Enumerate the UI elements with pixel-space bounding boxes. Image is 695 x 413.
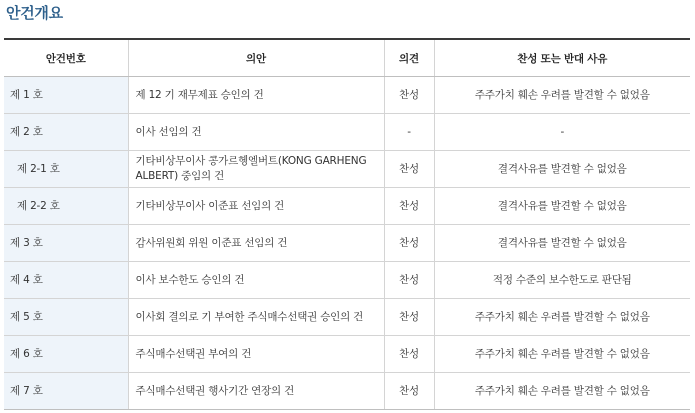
agenda-no-cell: 제 2-1 호: [4, 151, 128, 188]
agenda-no-cell: 제 7 호: [4, 373, 128, 410]
header-agenda-title: 의안: [128, 39, 384, 77]
opinion-cell: 찬성: [384, 188, 434, 225]
agenda-no-cell: 제 4 호: [4, 262, 128, 299]
agenda-no-cell: 제 5 호: [4, 299, 128, 336]
agenda-title-cell: 이사 선임의 건: [128, 114, 384, 151]
reason-cell: -: [434, 114, 690, 151]
agenda-table: [4, 38, 690, 410]
agenda-title-cell: 기타비상무이사 콩가르헹엘버트(KONG GARHENG ALBERT) 중임의 건: [128, 151, 384, 188]
opinion-cell: 찬성: [384, 262, 434, 299]
table-row: [4, 77, 690, 114]
agenda-title-cell: 주식매수선택권 행사기간 연장의 건: [128, 373, 384, 410]
table-row: [4, 151, 690, 188]
reason-cell: 주주가치 훼손 우려를 발견할 수 없었음: [434, 373, 690, 410]
agenda-title-cell: 주식매수선택권 부여의 건: [128, 336, 384, 373]
table-row: [4, 225, 690, 262]
reason-cell: 결격사유를 발견할 수 없었음: [434, 151, 690, 188]
opinion-cell: 찬성: [384, 225, 434, 262]
agenda-no-cell: 제 6 호: [4, 336, 128, 373]
reason-cell: 결격사유를 발견할 수 없었음: [434, 225, 690, 262]
table-header-row: [4, 39, 690, 77]
opinion-cell: 찬성: [384, 299, 434, 336]
section-title: 안건개요: [6, 4, 63, 22]
table-row: [4, 336, 690, 373]
table-row: [4, 262, 690, 299]
agenda-no-cell: 제 2 호: [4, 114, 128, 151]
agenda-no-cell: 제 1 호: [4, 77, 128, 114]
agenda-title-cell: 이사 보수한도 승인의 건: [128, 262, 384, 299]
agenda-no-cell: 제 3 호: [4, 225, 128, 262]
agenda-title-cell: 감사위원회 위원 이준표 선임의 건: [128, 225, 384, 262]
table-row: [4, 373, 690, 410]
reason-cell: 주주가치 훼손 우려를 발견할 수 없었음: [434, 77, 690, 114]
opinion-cell: 찬성: [384, 373, 434, 410]
header-reason: 찬성 또는 반대 사유: [434, 39, 690, 77]
opinion-cell: 찬성: [384, 336, 434, 373]
agenda-no-cell: 제 2-2 호: [4, 188, 128, 225]
agenda-title-cell: 기타비상무이사 이준표 선임의 건: [128, 188, 384, 225]
header-agenda-no: 안건번호: [4, 39, 128, 77]
header-opinion: 의견: [384, 39, 434, 77]
opinion-cell: 찬성: [384, 77, 434, 114]
agenda-title-cell: 이사회 결의로 기 부여한 주식매수선택권 승인의 건: [128, 299, 384, 336]
reason-cell: 주주가치 훼손 우려를 발견할 수 없었음: [434, 299, 690, 336]
reason-cell: 적정 수준의 보수한도로 판단됨: [434, 262, 690, 299]
table-row: [4, 299, 690, 336]
opinion-cell: -: [384, 114, 434, 151]
agenda-title-cell: 제 12 기 재무제표 승인의 건: [128, 77, 384, 114]
opinion-cell: 찬성: [384, 151, 434, 188]
reason-cell: 결격사유를 발견할 수 없었음: [434, 188, 690, 225]
table-row: [4, 114, 690, 151]
reason-cell: 주주가치 훼손 우려를 발견할 수 없었음: [434, 336, 690, 373]
table-row: [4, 188, 690, 225]
